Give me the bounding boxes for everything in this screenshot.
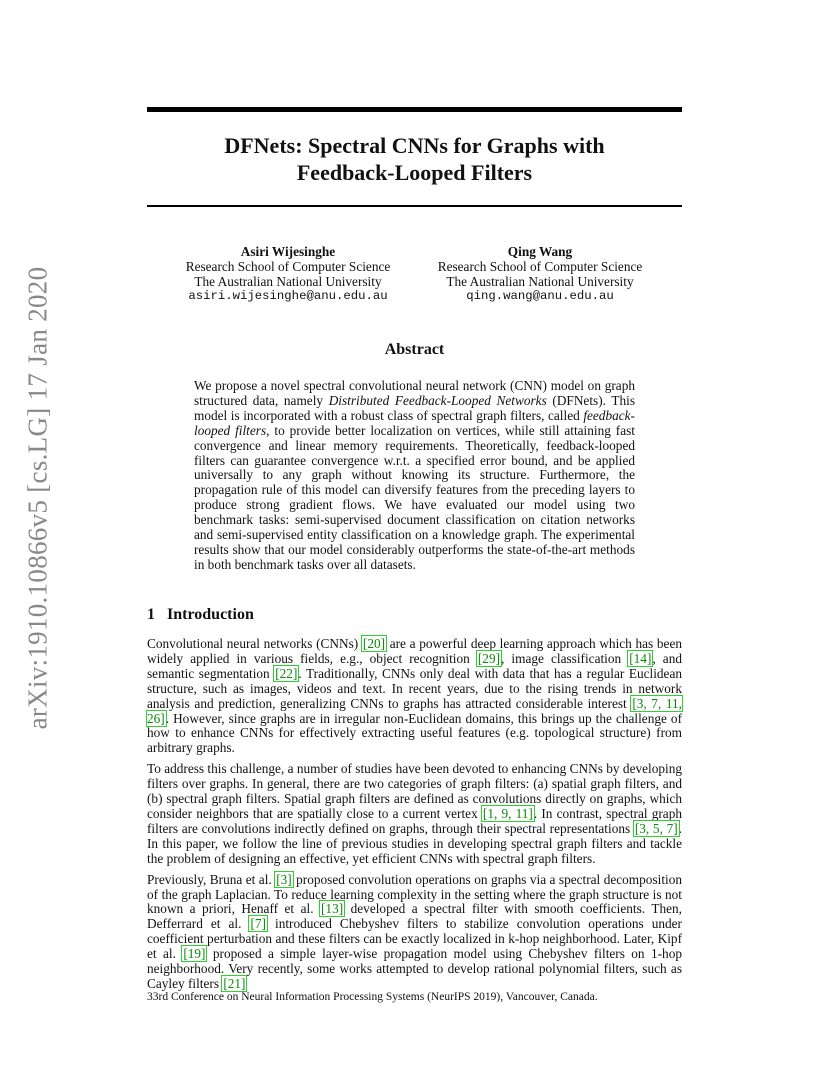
- paragraph-3: [147, 873, 682, 992]
- conference-footer: 33rd Conference on Neural Information Processing Systems (NeurIPS 2019), Vancouver, Canada.: [147, 991, 598, 1003]
- abstract-segment: , to provide better localization on vertices, while still attaining fast convergence and linear memory requirements. Theoretically, feedback-looped filters can guarantee convergence w.r.t. a specified error bound, and be applied universally to any graph without knowing its structure. Furthermore, the propagation rule of this model can diversify features from the preceding layers to produce strong gradient flows. We have evaluated our model using two benchmark tasks: semi-supervised document classification on citation networks and semi-supervised entity classification on a knowledge graph. The experimental results show that our model considerably outperforms the state-of-the-art methods in both benchmark tasks over all datasets.: [194, 422, 635, 572]
- author-email[interactable]: asiri.wijesinghe@anu.edu.au: [188, 289, 388, 303]
- section-title: Introduction: [167, 606, 254, 623]
- citation-link[interactable]: [29]: [477, 650, 501, 666]
- title-top-rule: [147, 107, 682, 112]
- section-number: 1: [147, 606, 155, 623]
- text-segment: Previously, Bruna et al.: [147, 871, 276, 887]
- author-name: Qing Wang: [507, 244, 573, 259]
- paragraph-1: [147, 637, 682, 756]
- text-segment: . In contrast, spectral graph filters are convolutions indirectly defined on graphs, through their spectral representations: [147, 805, 683, 836]
- text-segment: developed a spectral filter with smooth coefficients. Then, Defferrard et al.: [147, 901, 682, 932]
- abstract-emphasis: Distributed Feedback-Looped Networks: [328, 392, 547, 408]
- text-segment: proposed a simple layer-wise propagation model using Chebyshev filters on 1-hop neighborhood. Very recently, some works attempted to develop rational polynomial filters, such as Cayley filters: [147, 946, 682, 991]
- text-segment: . Traditionally, CNNs only deal with data that has a regular Euclidean structure, such as images, videos and text. In recent years, due to the rising trends in network analysis and prediction, generalizing CNNs to graphs has attracted considerable interest: [147, 665, 682, 711]
- text-segment: proposed convolution operations on graphs via a spectral decomposition of the graph Laplacian. To reduce learning complexity in the setting where the graph structure is not known a priori, Henaff et al.: [147, 871, 683, 917]
- citation-link[interactable]: [3]: [276, 871, 292, 887]
- citation-link[interactable]: [1, 9, 11]: [482, 805, 533, 821]
- paragraph-2: [147, 762, 682, 866]
- text-segment: . However, since graphs are in irregular non-Euclidean domains, this brings up the challenge of how to enhance CNNs for effectively extracting useful features (e.g. topological structure) from arbitrary graphs.: [147, 710, 682, 756]
- abstract-segment: (DFNets). This model is incorporated with a robust class of spectral graph filters, called: [194, 392, 635, 423]
- text-segment: . In this paper, we follow the line of previous studies in developing spectral graph filters and tackle the problem of designing an effective, yet efficient CNNs with spectral graph filters.: [147, 820, 682, 866]
- citation-link[interactable]: [22]: [275, 665, 298, 681]
- abstract-segment: We propose a novel spectral convolutional neural network (CNN) model on graph structured data, namely: [194, 378, 635, 408]
- abstract-heading: Abstract: [384, 341, 445, 358]
- text-segment: , image classification: [501, 650, 629, 666]
- author-institution: The Australian National University: [194, 274, 382, 289]
- citation-link[interactable]: [20]: [362, 636, 386, 651]
- citation-link[interactable]: [7]: [250, 916, 266, 932]
- citation-link[interactable]: [21]: [223, 975, 246, 991]
- text-segment: are a powerful deep learning approach which has been widely applied in various fields, e.g., object recognition: [147, 636, 683, 666]
- abstract-text: [194, 379, 635, 573]
- text-segment: introduced Chebyshev filters to stabilize convolution operations under coefficient perturbation and these filters can be exactly localized in k-hop neighborhood. Later, Kipf et al.: [147, 916, 682, 962]
- author-institution: The Australian National University: [446, 274, 634, 289]
- title-bottom-rule: [147, 205, 682, 207]
- author-affiliation: Research School of Computer Science: [185, 259, 391, 274]
- section-heading: [147, 606, 254, 624]
- citation-link[interactable]: [14]: [629, 650, 652, 666]
- citation-link[interactable]: [19]: [183, 946, 206, 962]
- abstract-emphasis: feedback-looped filters: [194, 407, 635, 438]
- author-email[interactable]: qing.wang@anu.edu.au: [466, 289, 614, 303]
- title-line-2: Feedback-Looped Filters: [296, 160, 533, 185]
- text-segment: Convolutional neural networks (CNNs): [147, 636, 362, 651]
- author-block-1: [158, 244, 418, 304]
- citation-link[interactable]: [13]: [321, 901, 344, 917]
- author-name: Asiri Wijesinghe: [240, 244, 336, 259]
- title-line-1: DFNets: Spectral CNNs for Graphs with: [224, 133, 605, 158]
- citation-link[interactable]: [3, 7, 11, 26]: [147, 695, 682, 726]
- author-affiliation: Research School of Computer Science: [437, 259, 643, 274]
- text-segment: To address this challenge, a number of studies have been devoted to enhancing CNNs by developing filters over graphs. In general, there are two categories of graph filters: (a) spatial graph filters, and (b) spectral graph filters. Spatial graph filters are defined as convolutions directly on graphs, which consider neighbors that are spatially close to a current vertex: [147, 761, 682, 821]
- paper-title: [147, 132, 682, 186]
- citation-link[interactable]: [3, 5, 7]: [634, 820, 678, 836]
- introduction-body: [147, 637, 682, 998]
- author-block-2: [410, 244, 670, 304]
- text-segment: , and semantic segmentation: [147, 650, 682, 681]
- arxiv-identifier-text: arXiv:1910.10866v5 [cs.LG] 17 Jan 2020: [22, 266, 53, 730]
